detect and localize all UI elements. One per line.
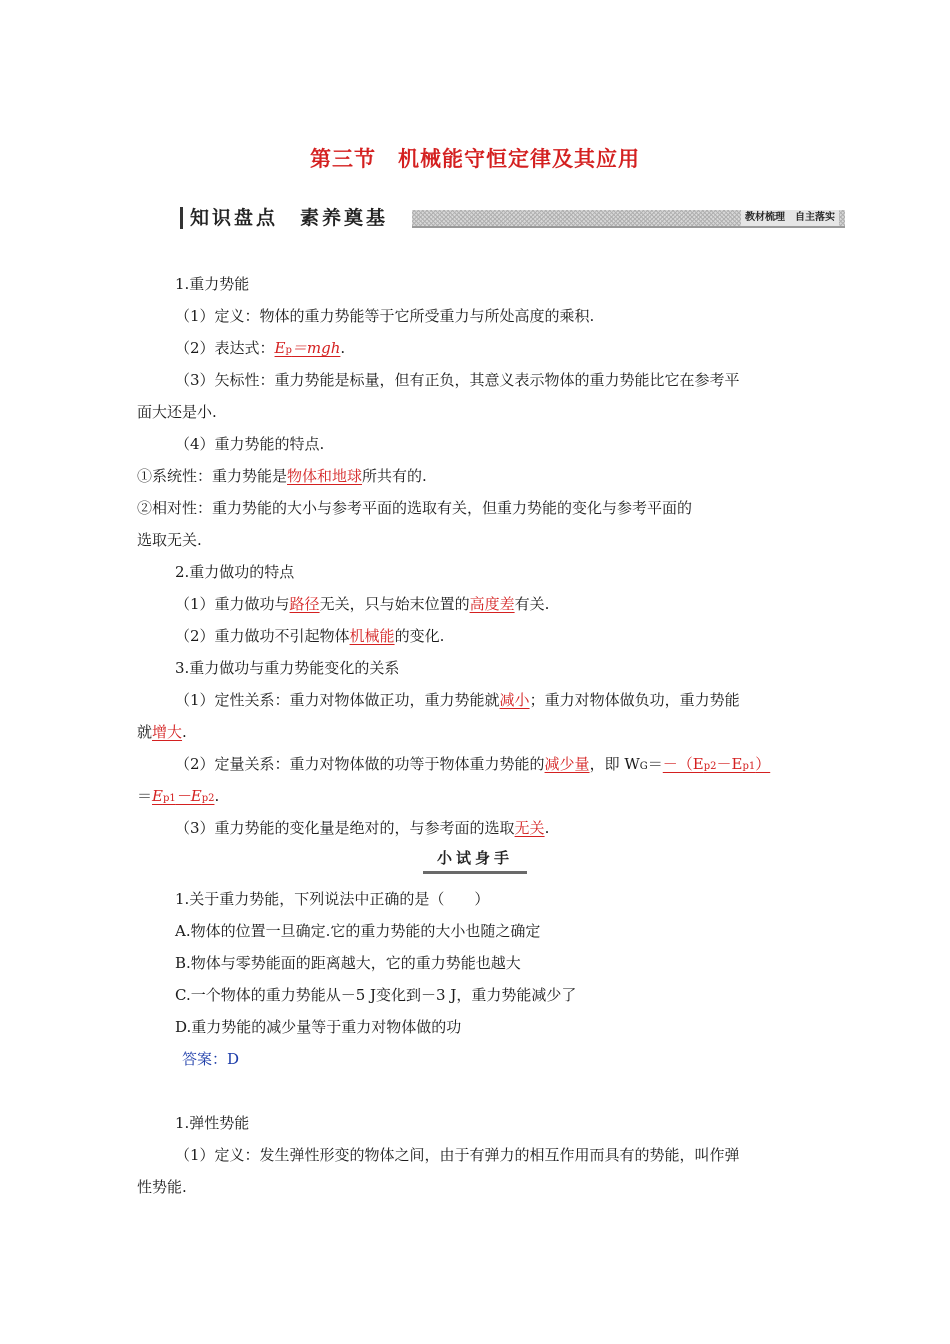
systematic-line (137, 466, 817, 486)
qualitative-line-1 (175, 690, 855, 710)
banner-bar-mark (180, 207, 183, 229)
relativity-line-2: 选取无关. (137, 531, 202, 549)
banner-right-text: 教材梳理 自主落实 (741, 210, 839, 226)
heading-elastic-potential-energy: 1.弹性势能 (175, 1114, 250, 1132)
option-d: D.重力势能的减少量等于重力对物体做的功 (175, 1018, 462, 1036)
path-label: （1）重力做功与 (175, 595, 290, 613)
qualitative-period: . (182, 723, 187, 741)
mechanical-label: （2）重力做功不引起物体 (175, 627, 350, 645)
formula-ep-mgh (275, 339, 341, 357)
formula-subscript: p2 (201, 793, 215, 804)
qualitative-label: （1）定性关系：重力对物体做正功，重力势能就 (175, 691, 500, 709)
quantitative-period: . (214, 787, 220, 805)
practice-heading-text: 小试身手 (423, 847, 527, 874)
formula-part: －E (175, 787, 202, 805)
formula-subscript: p (285, 345, 292, 356)
scalar-line-1: （3）矢标性：重力势能是标量，但有正负，其意义表示物体的重力势能比它在参考平 (175, 371, 740, 389)
expression-line (175, 338, 855, 361)
features-line: （4）重力势能的特点. (175, 435, 325, 453)
answer-irrelevant: 无关 (514, 819, 545, 837)
quantitative-line-1 (175, 754, 855, 777)
heading-work-energy-relation: 3.重力做功与重力势能变化的关系 (175, 659, 400, 677)
systematic-label: ①系统性：重力势能是 (137, 467, 288, 485)
work-subscript: G (639, 761, 648, 772)
relativity-line-1: ②相对性：重力势能的大小与参考平面的选取有关，但重力势能的变化与参考平面的 (137, 499, 693, 517)
heading-gravity-potential-energy: 1.重力势能 (175, 275, 250, 293)
answer-path: 路径 (289, 595, 320, 613)
path-tail: 有关. (514, 595, 550, 613)
absolute-label: （3）重力势能的变化量是绝对的，与参考面的选取 (175, 819, 515, 837)
formula-subscript: p1 (162, 793, 176, 804)
practice-heading (0, 847, 950, 874)
equals-sign: ＝ (137, 787, 153, 805)
answer-earth-and-object: 物体和地球 (287, 467, 363, 485)
expression-label: （2）表达式： (175, 339, 275, 357)
practice-question: 1.关于重力势能，下列说法中正确的是（ ） (175, 890, 490, 908)
page-title: 第三节 机械能守恒定律及其应用 (310, 147, 640, 171)
absolute-line (175, 818, 855, 838)
answer-height-difference: 高度差 (469, 595, 515, 613)
scalar-line-2: 面大还是小. (137, 403, 217, 421)
path-mid: 无关，只与始末位置的 (319, 595, 470, 613)
quantitative-line-2 (137, 786, 817, 809)
formula-part: E (152, 787, 163, 805)
formula-subscript: p1 (742, 761, 756, 772)
qualitative-line-2 (137, 722, 817, 742)
option-c: C.一个物体的重力势能从－5 J变化到－3 J，重力势能减少了 (175, 986, 577, 1004)
formula-part: －（E (662, 755, 704, 773)
elastic-definition-line-1: （1）定义：发生弹性形变的物体之间，由于有弹力的相互作用而具有的势能，叫作弹 (175, 1146, 740, 1164)
formula-symbol: E (274, 339, 286, 357)
work-symbol: ，即 W (589, 755, 640, 773)
answer-reduction-amount: 减少量 (544, 755, 590, 773)
formula-part: ） (755, 755, 771, 773)
definition-line: （1）定义：物体的重力势能等于它所受重力与所处高度的乘积. (175, 307, 595, 325)
heading-gravity-work: 2.重力做功的特点 (175, 563, 295, 581)
answer-decrease: 减小 (499, 691, 530, 709)
quantitative-label: （2）定量关系：重力对物体做的功等于物体重力势能的 (175, 755, 545, 773)
elastic-definition-line-2: 性势能. (137, 1178, 187, 1196)
path-line (175, 594, 855, 614)
absolute-period: . (544, 819, 550, 837)
qualitative-mid: ；重力对物体做负功，重力势能 (529, 691, 740, 709)
answer-negative-delta-ep (663, 755, 770, 773)
practice-answer: 答案：D (182, 1050, 240, 1068)
answer-increase: 增大 (152, 723, 183, 741)
option-b: B.物体与零势能面的距离越大，它的重力势能也越大 (175, 954, 521, 972)
qualitative-prefix: 就 (137, 723, 153, 741)
equals-sign: ＝ (647, 755, 663, 773)
section-banner (180, 205, 845, 231)
formula-rest: ＝mgh (291, 339, 341, 357)
formula-subscript: p2 (703, 761, 717, 772)
expression-period: . (340, 339, 346, 357)
mechanical-line (175, 626, 855, 646)
mechanical-tail: 的变化. (394, 627, 445, 645)
banner-left-text: 知识盘点 素养奠基 (190, 207, 389, 229)
systematic-tail: 所共有的. (362, 467, 427, 485)
answer-mechanical-energy: 机械能 (349, 627, 395, 645)
option-a: A.物体的位置一旦确定.它的重力势能的大小也随之确定 (175, 922, 541, 940)
formula-part: －E (716, 755, 743, 773)
answer-ep1-minus-ep2 (152, 787, 214, 805)
